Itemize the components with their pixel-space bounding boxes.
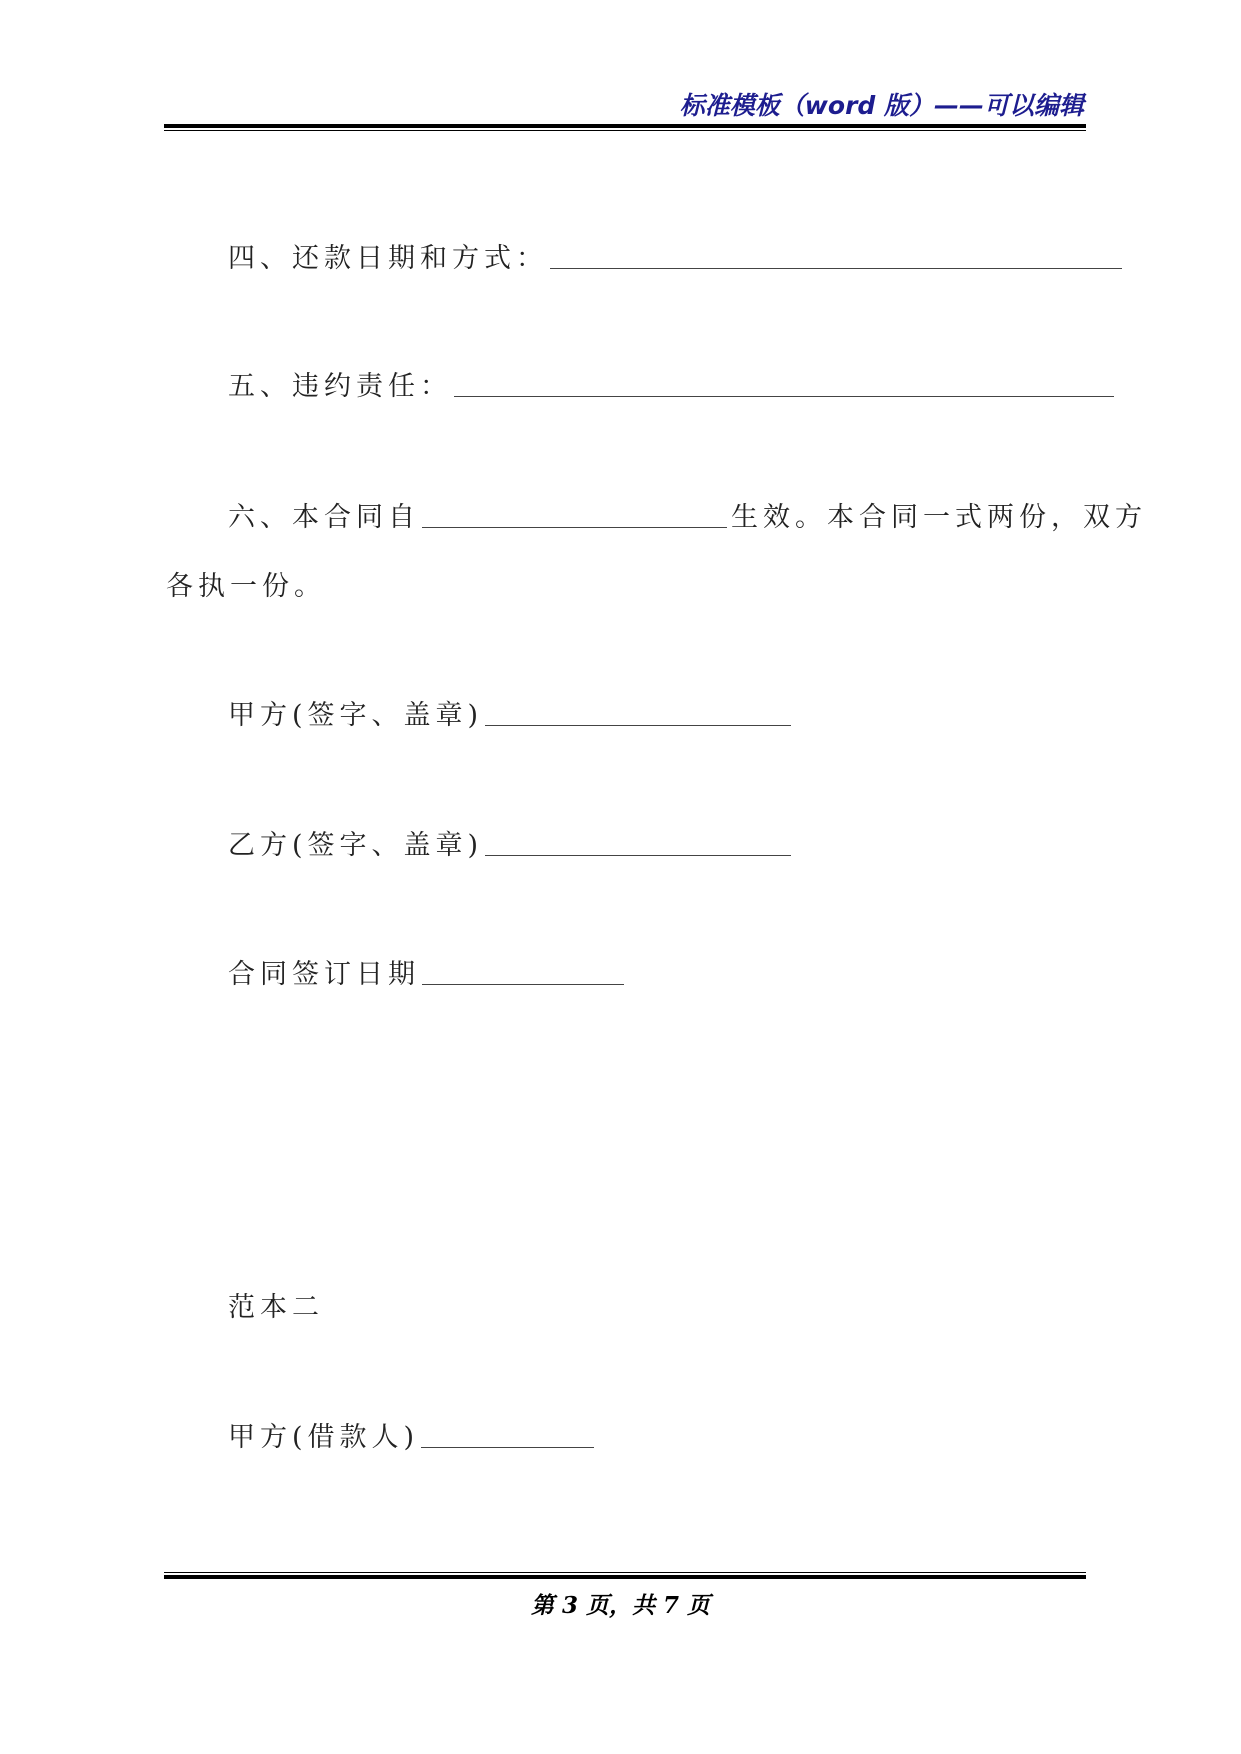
clause-repayment [228, 236, 1122, 275]
sign-date [228, 952, 624, 991]
borrower-party-label: 甲方(借款人) [228, 1422, 420, 1453]
party-b-signature [228, 823, 791, 862]
party-a-signature-blank-line [485, 725, 791, 726]
clause-effective [228, 495, 1147, 534]
sign-date-label: 合同签订日期 [228, 959, 420, 990]
clause-breach-label: 五、违约责任： [228, 371, 452, 402]
borrower-party [228, 1415, 594, 1454]
clause-effective-continuation: 各执一份。 [166, 571, 326, 602]
template2-title-text: 范本二 [228, 1292, 324, 1323]
effective-date-blank-line [422, 527, 727, 528]
repayment-blank-line [550, 268, 1122, 269]
clause-effective-prefix: 六、本合同自 [228, 502, 420, 533]
breach-blank-line [454, 396, 1114, 397]
party-a-signature [228, 693, 791, 732]
footer-rule [164, 1572, 1086, 1579]
page-number: 第 3 页，共 7 页 [530, 1592, 711, 1619]
header-title: 标准模板（word 版）——可以编辑 [679, 91, 1084, 120]
clause-effective-suffix: 生效。本合同一式两份，双方 [731, 502, 1147, 533]
sign-date-blank-line [422, 984, 624, 985]
party-a-signature-label: 甲方(签字、盖章) [228, 700, 484, 731]
party-b-signature-label: 乙方(签字、盖章) [228, 830, 484, 861]
header-rule [164, 124, 1086, 131]
borrower-blank-line [421, 1447, 594, 1448]
party-b-signature-blank-line [485, 855, 791, 856]
clause-repayment-label: 四、还款日期和方式： [228, 243, 548, 274]
clause-breach [228, 364, 1114, 403]
template2-title [228, 1285, 324, 1324]
